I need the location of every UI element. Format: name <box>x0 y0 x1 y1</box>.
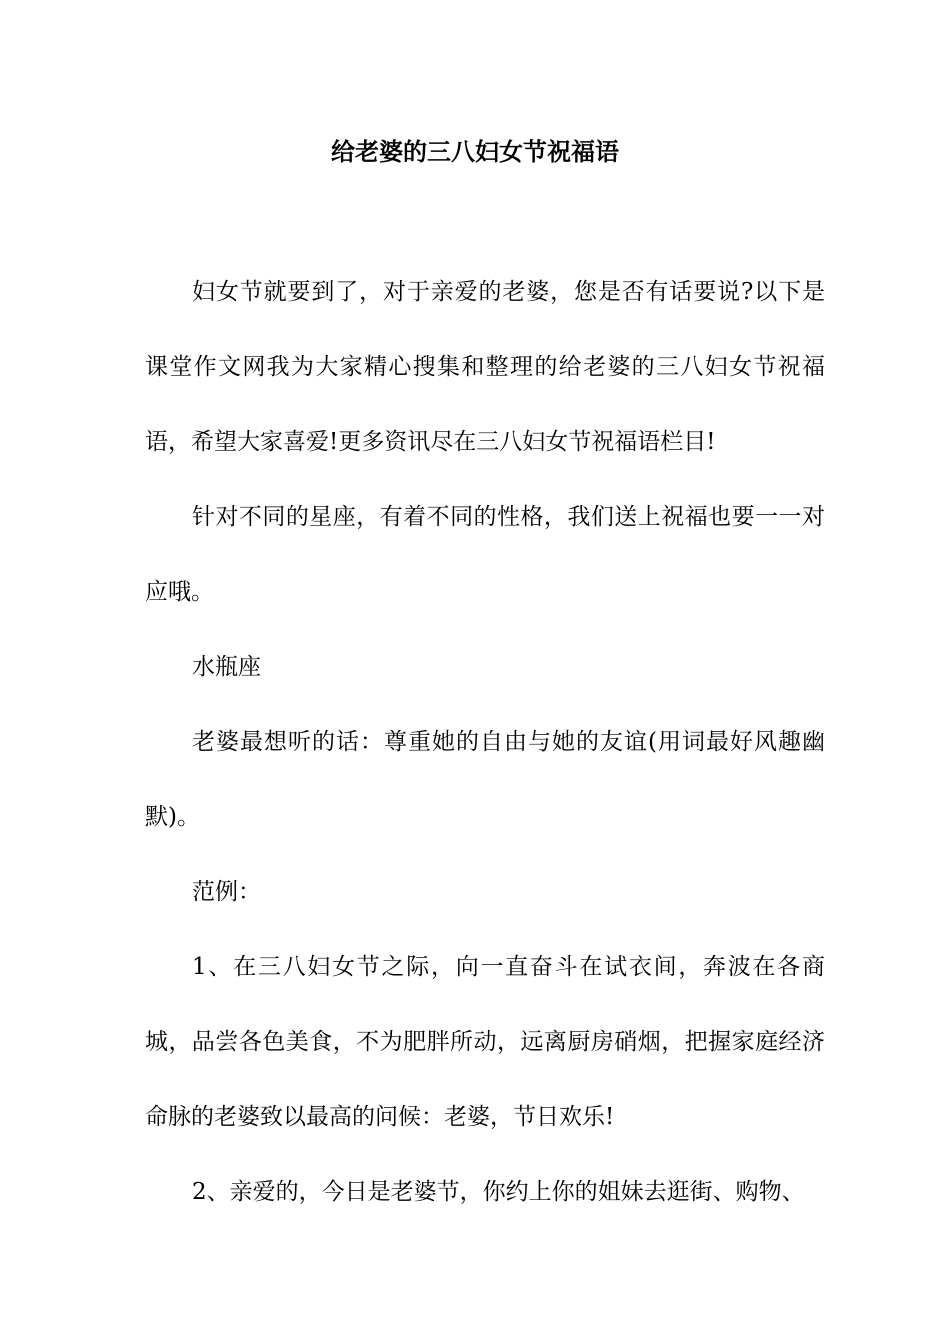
paragraph-example-1: 1、在三八妇女节之际，向一直奋斗在试衣间，奔波在各商城，品尝各色美食，不为肥胖所动，远离厨房硝烟，把握家庭经济命脉的老婆致以最高的问候：老婆，节日欢乐! <box>145 954 825 1130</box>
paragraph-example-2: 2、亲爱的，今日是老婆节，你约上你的姐妹去逛街、购物、 <box>192 1179 805 1205</box>
paragraph-intro: 妇女节就要到了，对于亲爱的老婆，您是否有话要说?以下是课堂作文网我为大家精心搜集和整理的给老婆的三八妇女节祝福语，希望大家喜爱!更多资讯尽在三八妇女节祝福语栏目! <box>145 279 825 455</box>
paragraph-example-label: 范例： <box>192 879 261 905</box>
document-title: 给老婆的三八妇女节祝福语 <box>331 137 619 166</box>
document-body <box>145 255 825 1230</box>
paragraph-aquarius-desc: 老婆最想听的话：尊重她的自由与她的友谊(用词最好风趣幽默)。 <box>145 729 825 830</box>
paragraph-zodiac-note: 针对不同的星座，有着不同的性格，我们送上祝福也要一一对应哦。 <box>145 504 825 605</box>
paragraph-aquarius-heading: 水瓶座 <box>192 654 261 680</box>
